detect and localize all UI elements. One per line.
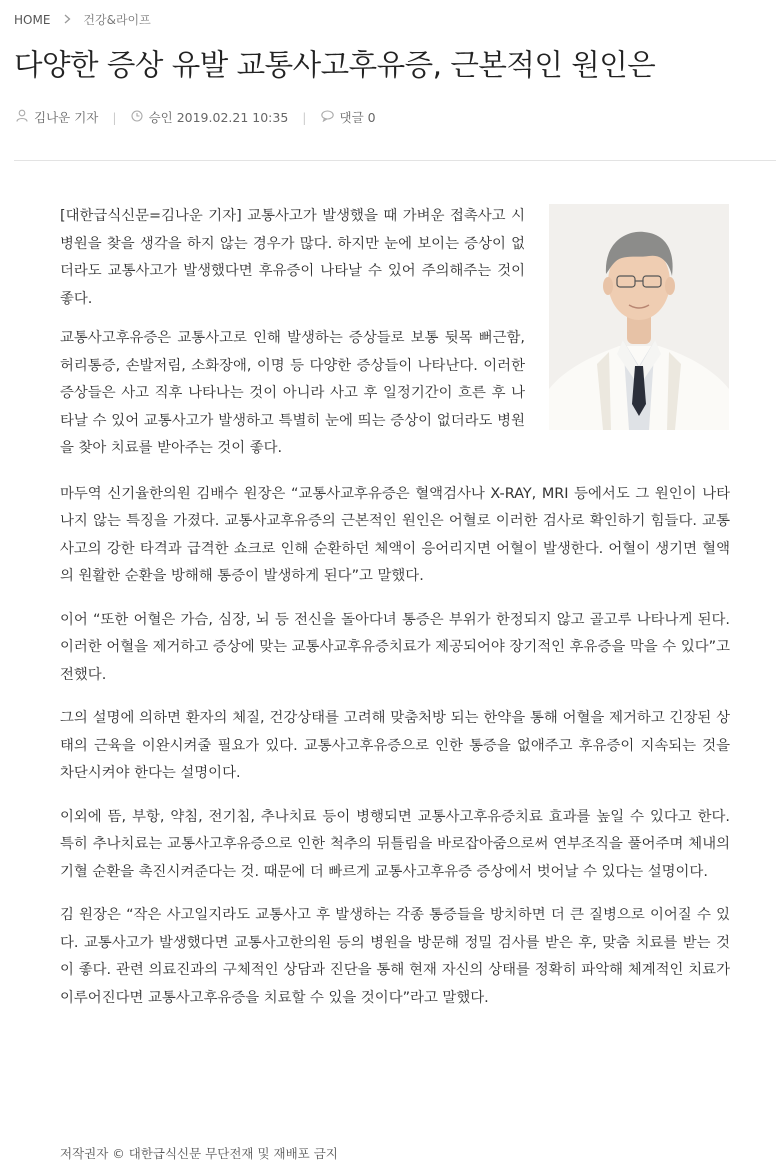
clock-icon bbox=[131, 110, 149, 125]
meta-divider: | bbox=[302, 109, 307, 125]
comment-icon bbox=[321, 110, 340, 125]
approved-date: 승인 2019.02.21 10:35 bbox=[148, 110, 289, 125]
article-paragraph: 교통사고후유증은 교통사고로 인해 발생하는 증상들로 보통 뒷목 뻐근함, 허리통증, 손발저림, 소화장애, 이명 등 다양한 증상들이 나타난다. 이러한 증상들은 사고 직후 나타나는 것이 아니라 사고 후 일정기간이 흐른 후 나타날 수 있어 교통사고가 발생하고 특별히 눈에 띄는 증상이 없더라도 병원을 찾아 치료를 받아주는 것이 좋다. bbox=[60, 330, 525, 456]
article-paragraph: 이외에 뜸, 부항, 약침, 전기침, 추나치료 등이 병행되면 교통사고후유증치료 효과를 높일 수 있다고 한다. 특히 추나치료는 교통사고후유증으로 인한 척추의 뒤틀림을 바로잡아줌으로써 연부조직을 풀어주며 체내의 기혈 순환을 촉진시켜준다는 것. 때문에 더 빠르게 교통사고후유증 증상에서 벗어날 수 있다는 설명이다. bbox=[60, 808, 730, 880]
meta-divider: | bbox=[112, 109, 117, 125]
article-meta bbox=[16, 108, 376, 126]
breadcrumb-category[interactable]: 건강&라이프 bbox=[83, 13, 151, 27]
user-icon bbox=[16, 109, 34, 125]
breadcrumb bbox=[14, 11, 151, 28]
copyright-notice: 저작권자 © 대한급식신문 무단전재 및 재배포 금지 bbox=[60, 1146, 338, 1161]
header-divider bbox=[14, 160, 776, 161]
article-paragraph: 이어 “또한 어혈은 가슴, 심장, 뇌 등 전신을 돌아다녀 통증은 부위가 한정되지 않고 골고루 나타나게 된다. 이러한 어혈을 제거하고 증상에 맞는 교통사교후유증치료가 제공되어야 장기적인 후유증을 막을 수 있다”고 전했다. bbox=[60, 611, 730, 683]
approved-info bbox=[131, 108, 289, 126]
article-paragraph: 그의 설명에 의하면 환자의 체질, 건강상태를 고려해 맞춤처방 되는 한약을 통해 어혈을 제거하고 긴장된 상태의 근육을 이완시켜줄 필요가 있다. 교통사고후유증으로 인한 통증을 없애주고 후유증이 지속되는 것을 차단시켜야 한다는 설명이다. bbox=[60, 710, 730, 781]
article-paragraph: 김 원장은 “작은 사고일지라도 교통사고 후 발생하는 각종 통증들을 방치하면 더 큰 질병으로 이어질 수 있다. 교통사고가 발생했다면 교통사고한의원 등의 병원을 방문해 정밀 검사를 받은 후, 맞춤 치료를 받는 것이 좋다. 관련 의료진과의 구체적인 상담과 진단을 통해 현재 자신의 상태를 정확히 파악해 체계적인 치료가 이루어진다면 교통사고후유증을 치료할 수 있을 것이다”라고 말했다. bbox=[60, 907, 730, 1006]
chevron-right-icon bbox=[64, 13, 71, 27]
author-name[interactable]: 김나운 기자 bbox=[34, 110, 99, 125]
article-title: 다양한 증상 유발 교통사고후유증, 근본적인 원인은 bbox=[14, 48, 656, 82]
author-info bbox=[16, 108, 98, 126]
article-body bbox=[60, 203, 730, 1012]
article-paragraph: [대한급식신문=김나운 기자] 교통사고가 발생했을 때 가벼운 접촉사고 시 병원을 찾을 생각을 하지 않는 경우가 많다. 하지만 눈에 보이는 증상이 없더라도 교통사고가 발생했다면 후유증이 나타날 수 있어 주의해주는 것이 좋다. bbox=[60, 208, 525, 307]
comment-count[interactable]: 댓글 0 bbox=[339, 110, 376, 125]
article-paragraph: 마두역 신기율한의원 김배수 원장은 “교통사교후유증은 혈액검사나 X-RAY, MRI 등에서도 그 원인이 나타나지 않는 특징을 가졌다. 교통사교후유증의 근본적인 원인은 어혈로 이러한 검사로 확인하기 힘들다. 교통사고의 강한 타격과 급격한 쇼크로 인해 순환하던 체액이 응어리지면 어혈이 발생한다. 어혈이 생기면 혈액의 원활한 순환을 방해해 통증이 발생하게 된다”고 말했다. bbox=[60, 485, 730, 584]
comments-info[interactable] bbox=[321, 108, 376, 126]
breadcrumb-home[interactable]: HOME bbox=[14, 12, 51, 27]
